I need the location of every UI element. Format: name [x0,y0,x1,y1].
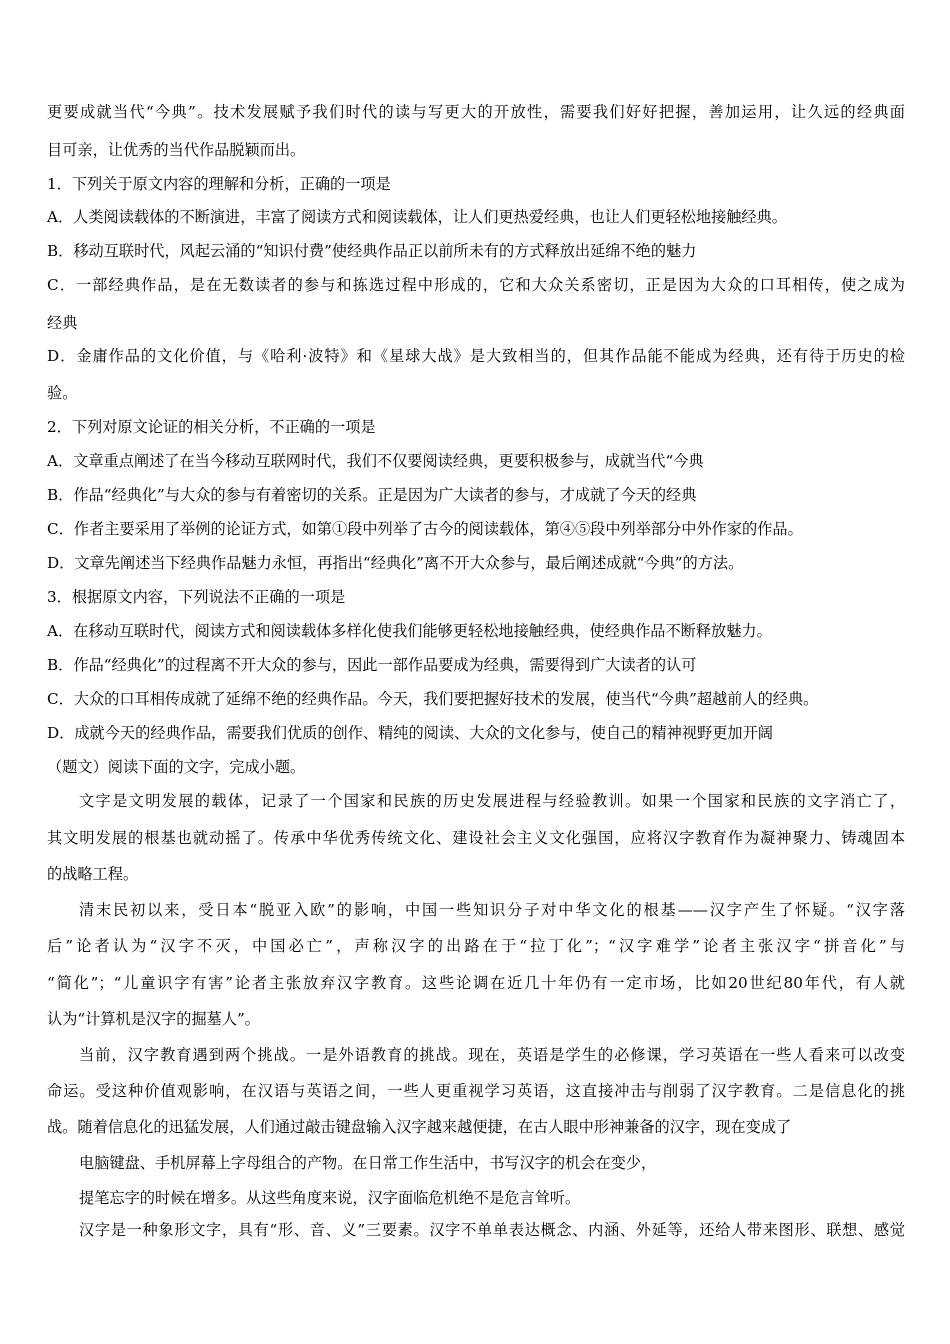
q2-option-c: C．作者主要采用了举例的论证方式，如第①段中列举了古今的阅读载体，第④⑤段中列举部分中外作家的作品。 [47,520,803,538]
question-1-stem: 1．下列关于原文内容的理解和分析，正确的一项是 [47,175,391,193]
q2-option-d: D．文章先阐述当下经典作品魅力永恒，再指出“经典化”离不开大众参与，最后阐述成就“今典”的方法。 [47,554,744,572]
passage-line: 提笔忘字的时候在增多。从这些角度来说，汉字面临危机绝不是危言耸听。 [79,1189,581,1207]
q3-option-d: D．成就今天的经典作品，需要我们优质的创作、精纯的阅读、大众的文化参与，使自己的精神视野更加开阔 [47,724,773,742]
passage-line: 文字是文明发展的载体，记录了一个国家和民族的历史发展进程与经验教训。如果一个国家和民族的文字消亡了， [79,792,905,810]
passage-line: 认为“计算机是汉字的掘墓人”。 [47,1010,260,1028]
q3-option-c: C．大众的口耳相传成就了延绵不绝的经典作品。今天，我们要把握好技术的发展，使当代“今典”超越前人的经典。 [47,690,819,708]
q1-option-c-cont: 经典 [47,314,78,332]
q2-option-a: A．文章重点阐述了在当今移动互联网时代，我们不仅要阅读经典，更要积极参与，成就当代“今典 [47,452,704,470]
passage-line: 更要成就当代“今典”。技术发展赋予我们时代的读与写更大的开放性，需要我们好好把握，善加运用，让久远的经典面 [47,103,905,121]
question-2-stem: 2．下列对原文论证的相关分析，不正确的一项是 [47,418,376,436]
passage-line: 当前，汉字教育遇到两个挑战。一是外语教育的挑战。现在，英语是学生的必修课，学习英语在一些人看来可以改变 [79,1046,905,1064]
q1-option-d-cont: 验。 [47,384,78,402]
passage-line: 后”论者认为“汉字不灭，中国必亡”，声称汉字的出路在于“拉丁化”；“汉字难学”论者主张汉字“拼音化”与 [47,937,905,955]
q3-option-b: B．作品“经典化”的过程离不开大众的参与，因此一部作品要成为经典，需要得到广大读者的认可 [47,656,697,674]
passage-line: 电脑键盘、手机屏幕上字母组合的产物。在日常工作生活中，书写汉字的机会在变少， [79,1154,657,1172]
q1-option-a: A．人类阅读载体的不断演进，丰富了阅读方式和阅读载体，让人们更热爱经典，也让人们更轻松地接触经典。 [47,208,787,226]
passage-line: 清末民初以来，受日本“脱亚入欧”的影响，中国一些知识分子对中华文化的根基——汉字产生了怀疑。“汉字落 [79,901,905,919]
passage-line: “简化”；“儿童识字有害”论者主张放弃汉字教育。这些论调在近几十年仍有一定市场，比如20世纪80年代，有人就 [47,974,905,992]
passage-line: 目可亲，让优秀的当代作品脱颖而出。 [47,141,306,159]
passage-line: 命运。受这种价值观影响，在汉语与英语之间，一些人更重视学习英语，这直接冲击与削弱了汉字教育。二是信息化的挑 [47,1082,905,1100]
q1-option-b: B．移动互联时代，风起云涌的“知识付费”使经典作品正以前所未有的方式释放出延绵不绝的魅力 [47,242,697,260]
q3-option-a: A．在移动互联时代，阅读方式和阅读载体多样化使我们能够更轻松地接触经典，使经典作品不断释放魅力。 [47,622,772,640]
section-heading: （题文）阅读下面的文字，完成小题。 [47,758,306,776]
passage-line: 其文明发展的根基也就动摇了。传承中华优秀传统文化、建设社会主义文化强国，应将汉字教育作为凝神聚力、铸魂固本 [47,829,905,847]
question-3-stem: 3．根据原文内容，下列说法不正确的一项是 [47,588,346,606]
q1-option-d: D．金庸作品的文化价值，与《哈利·波特》和《星球大战》是大致相当的，但其作品能不能成为经典，还有待于历史的检 [47,347,905,365]
q2-option-b: B．作品“经典化”与大众的参与有着密切的关系。正是因为广大读者的参与，才成就了今天的经典 [47,486,697,504]
passage-line: 战。随着信息化的迅猛发展，人们通过敲击键盘输入汉字越来越便捷，在古人眼中形神兼备的汉字，现在变成了 [47,1118,792,1136]
q1-option-c: C．一部经典作品，是在无数读者的参与和拣选过程中形成的，它和大众关系密切，正是因为大众的口耳相传，使之成为 [47,276,905,294]
passage-line: 汉字是一种象形文字，具有“形、音、义”三要素。汉字不单单表达概念、内涵、外延等，还给人带来图形、联想、感觉 [79,1221,905,1239]
passage-line: 的战略工程。 [47,865,139,883]
